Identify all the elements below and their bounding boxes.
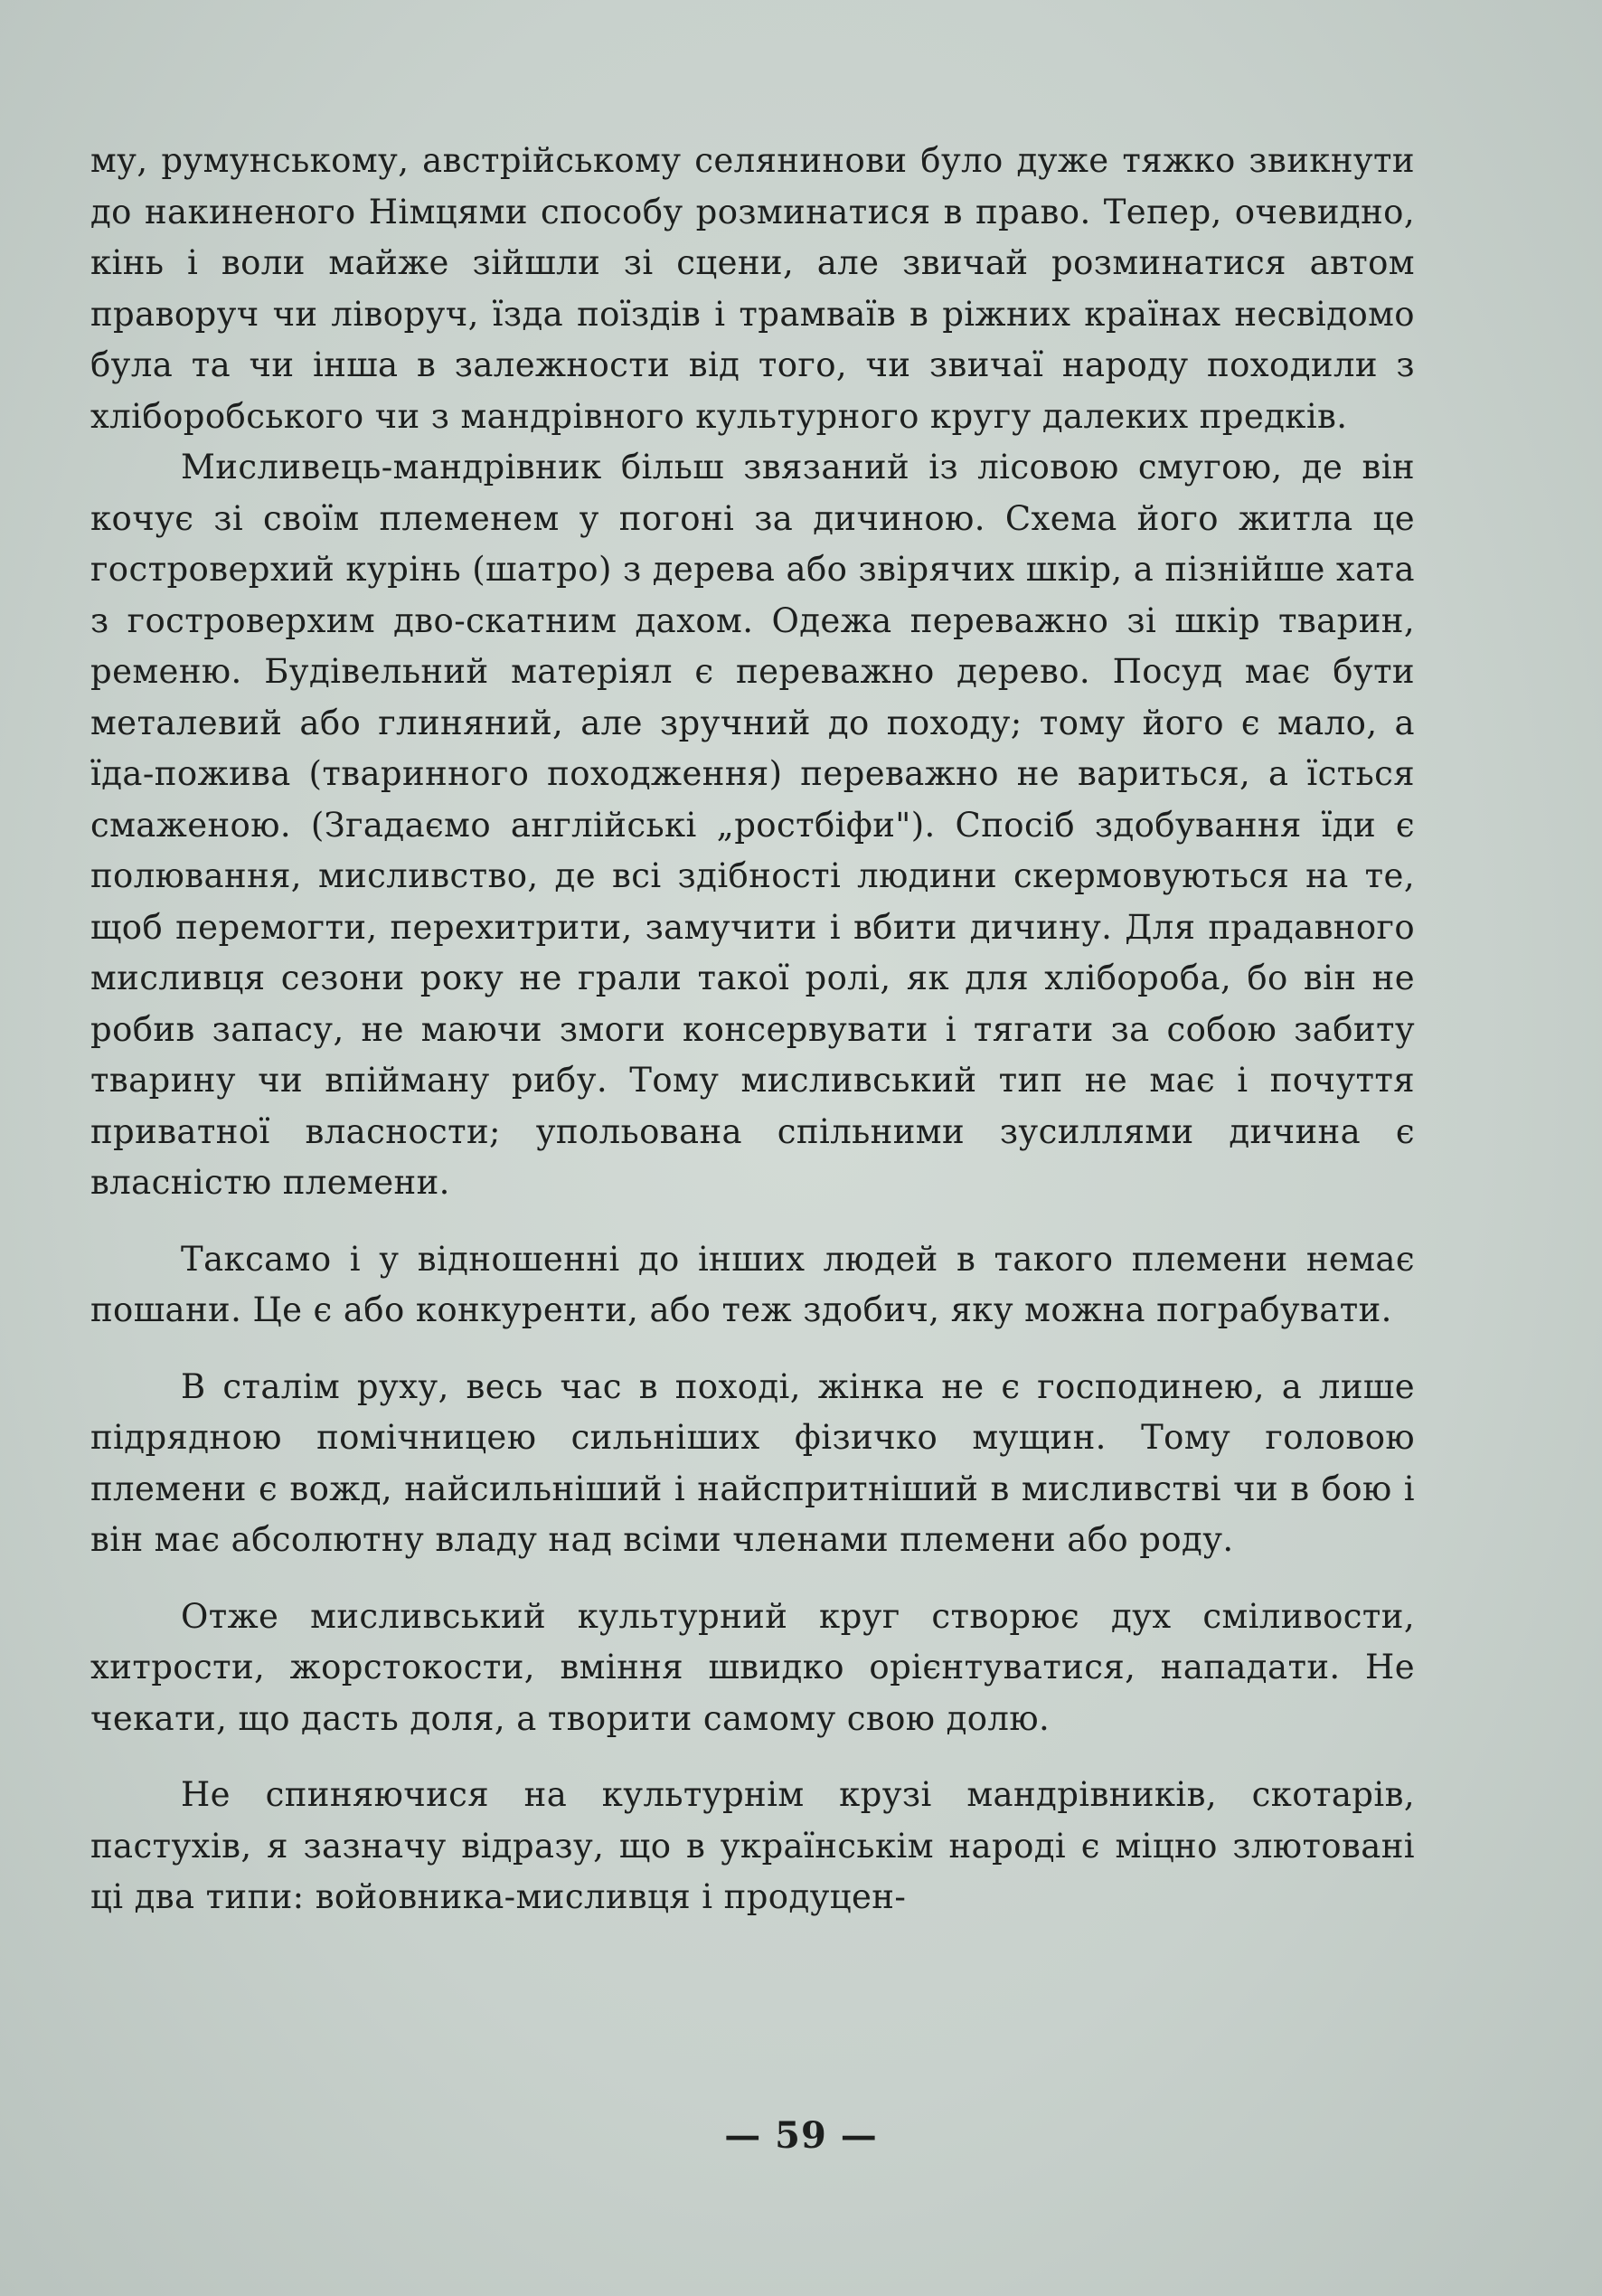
paragraph-6: Не спиняючися на культурнім крузі мандрівників, скотарів, пастухів, я зазначу відразу, що в українськім народі є міцно злютовані ці два типи: войовника-мисливця і продуцен- (90, 1775, 1415, 1916)
paragraph-1: му, румунському, австрійському селянинови було дуже тяжко звикнути до накиненого Німцями способу розминатися в право. Тепер, очевидно, кінь і воли майже зійшли зі сцени, але звичай розминатися автом праворуч чи ліворуч, їзда поїздів і трамваїв в ріжних країнах несвідомо була та чи інша в залежности від того, чи звичаї народу походили з хліборобського чи з мандрівного культурного кругу далеких предків. (90, 141, 1415, 436)
page-number: — 59 — (724, 2114, 878, 2157)
paragraph-4: В сталім руху, весь час в поході, жінка не є господинею, а лише підрядною помічницею сильніших фізичко мущин. Тому головою племени є вожд, найсильніший і найспритніший в мисливстві чи в бою і він має абсолютну владу над всіми членами племени або роду. (90, 1366, 1415, 1559)
paragraph-5: Отже мисливський культурний круг створює дух сміливости, хитрости, жорстокости, вміння швидко орієнтуватися, нападати. Не чекати, що дасть доля, а творити самому свою долю. (90, 1596, 1415, 1738)
paragraph-3: Таксамо і у відношенні до інших людей в такого племени немає пошани. Це є або конкуренти, або теж здобич, яку можна пограбувати. (90, 1239, 1415, 1329)
paragraph-2: Мисливець-мандрівник більш звязаний із лісовою смугою, де він кочує зі своїм племенем у погоні за дичиною. Схема його житла це гостроверхий курінь (шатро) з дерева або звірячих шкір, а пізнійше хата з гостроверхим дво-скатним дахом. Одежа переважно зі шкір тварин, ременю. Будівельний матеріял є переважно дерево. Посуд має бути металевий або глиняний, але зручний до походу; тому його є мало, а їда-пожива (тваринного походження) переважно не вариться, а їсться смаженою. (Згадаємо англійські „ростбіфи"). Спосіб здобування їди є полювання, мисливство, де всі здібності людини скермовуються на те, щоб перемогти, перехитрити, замучити і вбити дичину. Для прадавного мисливця сезони року не грали такої ролі, як для хлібороба, бо він не робив запасу, не маючи змоги консервувати і тягати за собою забиту тварину чи впійману рибу. Тому мисливський тип не має і почуття приватної власности; упольована спільними зусиллями дичина є власністю племени. (90, 448, 1415, 1202)
body-text (90, 136, 1415, 1923)
